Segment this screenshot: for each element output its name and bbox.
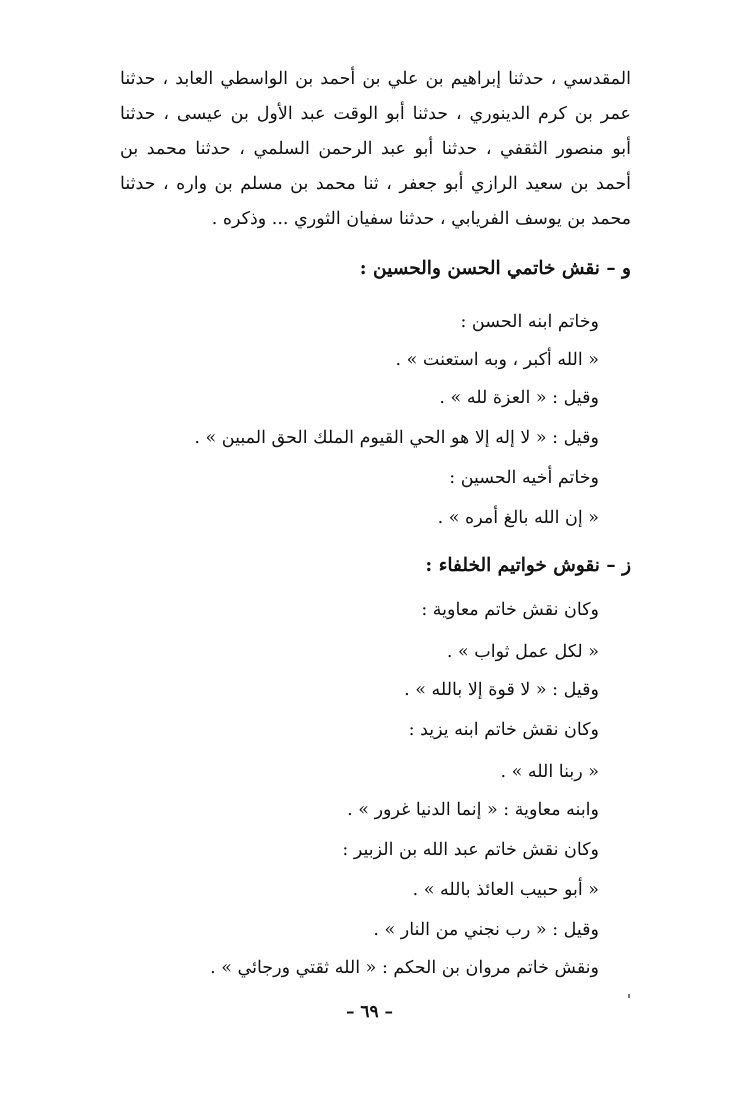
intro-line: محمد بن يوسف الفريابي ، حدثنا سفيان الثوري ... وذكره . <box>211 209 631 229</box>
intro-line: أبو منصور الثقفي ، حدثنا أبو عبد الرحمن السلمي ، حدثنا محمد بن <box>120 139 631 159</box>
quote-line: « ربنا الله » . <box>500 762 599 782</box>
text-line: وقيل : « لا قوة إلا بالله » . <box>404 680 599 700</box>
text-line: وكان نقش خاتم ابنه يزيد : <box>408 720 599 740</box>
scan-speck <box>628 994 630 998</box>
text-line: وكان نقش خاتم معاوية : <box>421 600 599 620</box>
text-line: ونقش خاتم مروان بن الحكم : « الله ثقتي ورجائي » . <box>210 958 599 978</box>
intro-line: عمر بن كرم الدينوري ، حدثنا أبو الوقت عبد الأول بن عيسى ، حدثنا <box>120 104 631 124</box>
quote-line: « إن الله بالغ أمره » . <box>437 508 599 528</box>
intro-line: أحمد بن سعيد الرازي أبو جعفر ، ثنا محمد بن مسلم بن واره ، حدثنا <box>120 174 631 194</box>
page-number: – ٦٩ – <box>345 1002 394 1022</box>
section-heading-f: و – نقش خاتمي الحسن والحسين : <box>359 258 631 279</box>
intro-paragraph <box>120 62 631 237</box>
quote-line: « لكل عمل ثواب » . <box>446 642 599 662</box>
text-line: وقيل : « العزة لله » . <box>439 388 599 408</box>
text-line: وابنه معاوية : « إنما الدنيا غرور » . <box>347 800 599 820</box>
text-line: وقيل : « رب نجني من النار » . <box>373 920 599 940</box>
quote-line: « أبو حبيب العائذ بالله » . <box>412 880 599 900</box>
section-heading-z: ز – نقوش خواتيم الخلفاء : <box>425 555 631 576</box>
intro-line: المقدسي ، حدثنا إبراهيم بن علي بن أحمد بن الواسطي العابد ، حدثنا <box>120 69 631 89</box>
quote-line: « الله أكبر ، وبه استعنت » . <box>395 350 599 370</box>
text-line: وقيل : « لا إله إلا هو الحي القيوم الملك الحق المبين » . <box>194 428 599 448</box>
text-line: وخاتم ابنه الحسن : <box>460 312 599 332</box>
text-line: وخاتم أخيه الحسين : <box>449 468 599 488</box>
text-line: وكان نقش خاتم عبد الله بن الزبير : <box>342 840 599 860</box>
